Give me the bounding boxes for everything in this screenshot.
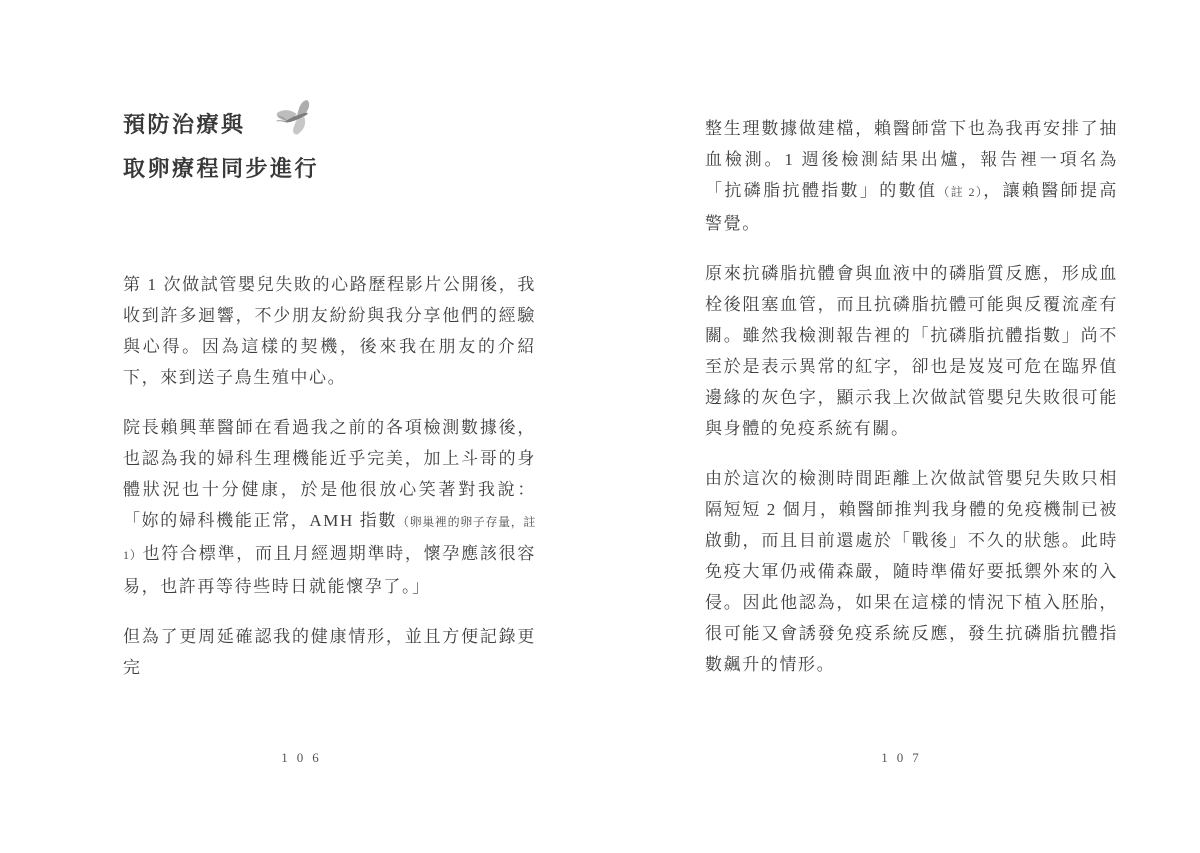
inline-note: （卵巢裡的卵子存量，註 1）	[123, 515, 536, 562]
paragraph-text: 院長賴興華醫師在看過我之前的各項檢測數據後，也認為我的婦科生理機能近乎完美，加上斗哥的身體狀況也十分健康，於是他很放心笑著對我說：「妳的婦科機能正常，AMH 指數	[123, 418, 536, 530]
chapter-title-line2: 取卵療程同步進行	[123, 156, 320, 181]
paragraph-text: 原來抗磷脂抗體會與血液中的磷脂質反應，形成血栓後阻塞血管，而且抗磷脂抗體可能與反覆流產有關。雖然我檢測報告裡的「抗磷脂抗體指數」尚不至於是表示異常的紅字，卻也是岌岌可危在臨界值邊緣的灰色字，顯示我上次做試管嬰兒失敗很可能與身體的免疫系統有關。	[705, 264, 1118, 438]
paragraph	[705, 113, 1118, 239]
paragraph	[705, 463, 1118, 680]
paragraph-text: ，讓賴醫師提高警覺。	[705, 181, 1118, 233]
paragraph-text: 但為了更周延確認我的健康情形，並且方便記錄更完	[123, 627, 536, 677]
left-body-text	[123, 269, 536, 702]
paragraph-text: 由於這次的檢測時間距離上次做試管嬰兒失敗只相隔短短 2 個月，賴醫師推判我身體的免疫機制已被啟動，而且目前還處於「戰後」不久的狀態。此時免疫大軍仍戒備森嚴，隨時準備好要抵禦外來的入侵。因此他認為，如果在這樣的情況下植入胚胎，很可能又會誘發免疫系統反應，發生抗磷脂抗體指數飆升的情形。	[705, 469, 1118, 674]
inline-note: （註 2）	[937, 185, 984, 199]
page-number-right: 107	[881, 750, 928, 765]
chapter-title-line1: 預防治療與	[123, 112, 246, 137]
paragraph-text: 也符合標準，而且月經週期準時，懷孕應該很容易，也許再等待些時日就能懷孕了。」	[123, 544, 536, 596]
paragraph	[123, 269, 536, 393]
page-number-left: 106	[281, 750, 328, 765]
chapter-title	[123, 103, 319, 191]
page-right	[600, 0, 1200, 853]
paragraph	[123, 621, 536, 683]
paragraph	[705, 258, 1118, 444]
paragraph-text: 整生理數據做建檔，賴醫師當下也為我再安排了抽血檢測。1 週後檢測結果出爐，報告裡一項名為「抗磷脂抗體指數」的數值	[705, 119, 1118, 200]
paragraph-text: 第 1 次做試管嬰兒失敗的心路歷程影片公開後，我收到許多迴響，不少朋友紛紛與我分享他們的經驗與心得。因為這樣的契機，後來我在朋友的介紹下，來到送子鳥生殖中心。	[123, 275, 536, 387]
right-body-text	[705, 113, 1118, 699]
paragraph	[123, 412, 536, 602]
